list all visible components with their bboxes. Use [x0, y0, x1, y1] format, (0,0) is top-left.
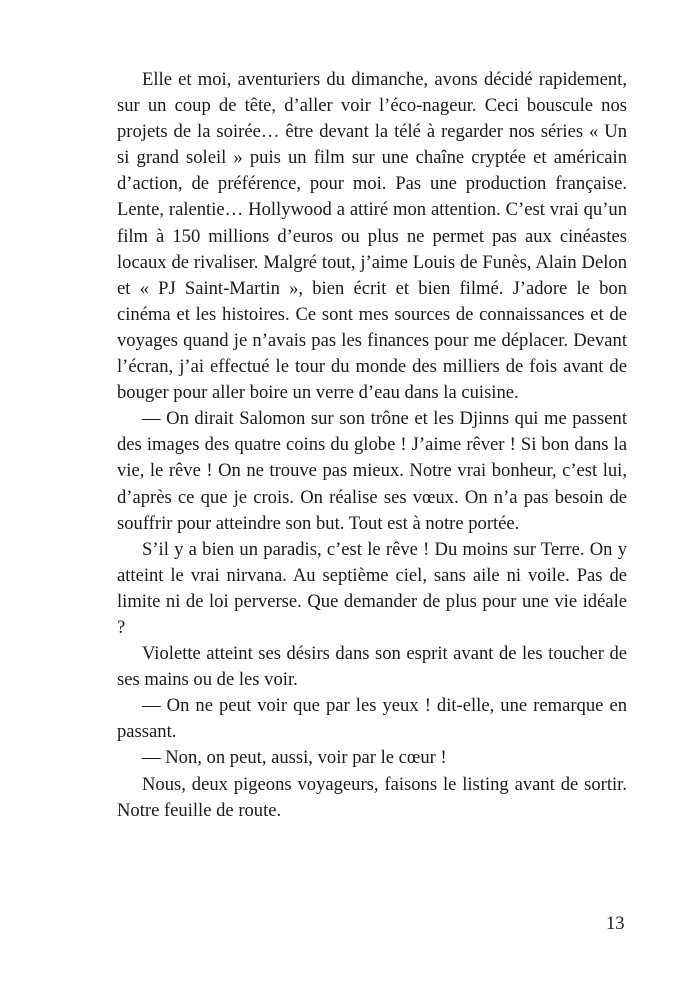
paragraph: Nous, deux pigeons voyageurs, faisons le listing avant de sortir. Notre feuille de route. — [117, 773, 627, 821]
paragraph: Elle et moi, aventuriers du dimanche, avons décidé rapidement, sur un coup de tête, d’aller voir l’éco-nageur. Ceci bouscule nos projets de la soirée… être devant la télé à regarder nos séries « Un si grand soleil » puis un film sur une chaîne cryptée et américain d’action, de préférence, pour moi. Pas une production française. Lente, ralentie… Hollywood a attiré mon attention. C’est vrai qu’un film à 150 millions d’euros ou plus ne permet pas aux cinéastes locaux de rivaliser. Malgré tout, j’aime Louis de Funès, Alain Delon et « PJ Saint-Martin », bien écrit et bien filmé. J’adore le bon cinéma et les histoires. Ce sont mes sources de connaissances et de voyages quand je n’avais pas les finances pour me déplacer. Devant l’écran, j’ai effectué le tour du monde des milliers de fois avant de bouger pour aller boire un verre d’eau dans la cuisine. — [117, 69, 627, 404]
paragraph: S’il y a bien un paradis, c’est le rêve ! Du moins sur Terre. On y atteint le vrai nirvana. Au septième ciel, sans aile ni voile. Pas de limite ni de loi perverse. Que demander de plus pour une vie idéale ? — [117, 538, 627, 638]
paragraph: — On dirait Salomon sur son trône et les Djinns qui me passent des images des quatre coins du globe ! J’aime rêver ! Si bon dans la vie, le rêve ! On ne trouve pas mieux. Notre vrai bonheur, c’est lui, d’après ce que je crois. On réalise ses vœux. On n’a pas besoin de souffrir pour atteindre son but. Tout est à notre portée. — [117, 408, 627, 534]
paragraph: Violette atteint ses désirs dans son esprit avant de les toucher de ses mains ou de les voir. — [117, 643, 627, 691]
page-number: 13 — [606, 913, 625, 934]
paragraph: — On ne peut voir que par les yeux ! dit-elle, une remarque en passant. — [117, 695, 627, 743]
page-body — [117, 67, 627, 824]
paragraph: — Non, on peut, aussi, voir par le cœur ! — [142, 747, 447, 769]
